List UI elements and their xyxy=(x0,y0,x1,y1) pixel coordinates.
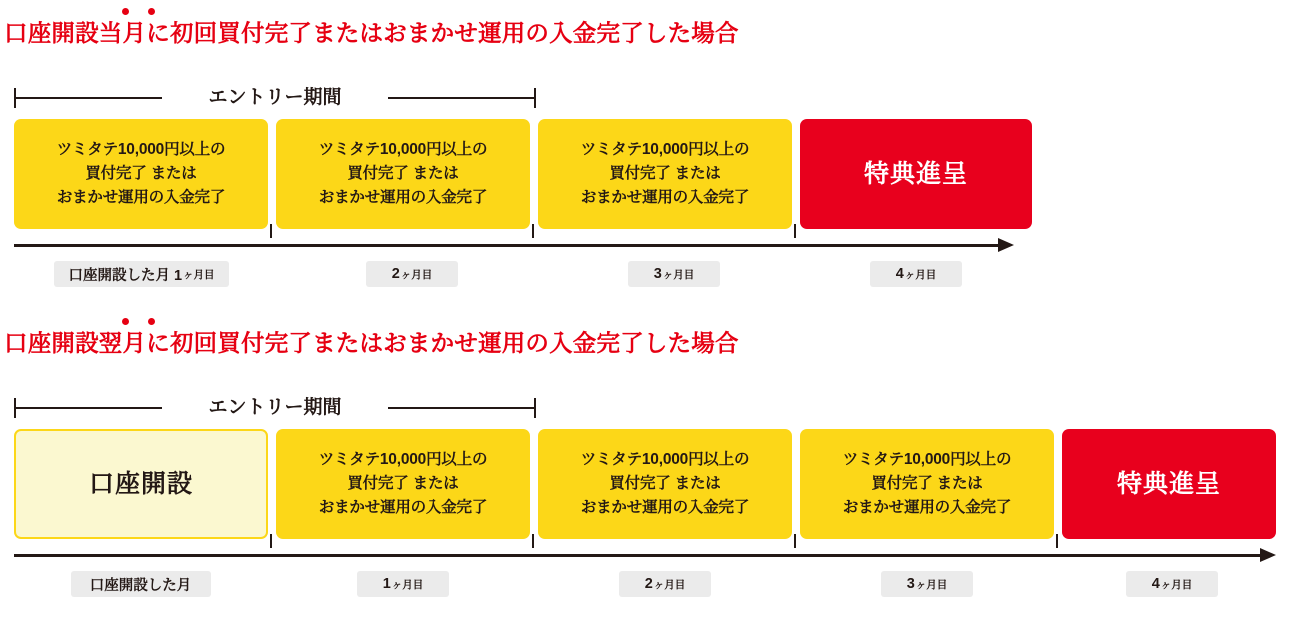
month-chip xyxy=(881,571,973,597)
entry-period-label: エントリー期間 xyxy=(162,394,388,422)
month-chip-main: 2 xyxy=(644,576,653,592)
month-chip-main: 4 xyxy=(895,266,904,282)
month-chip-main: 1 xyxy=(382,576,391,592)
axis-tick xyxy=(270,224,272,238)
axis-tick xyxy=(532,534,534,548)
section-1-heading-text: 口座開設当月に初回買付完了またはおまかせ運用の入金完了した場合 xyxy=(4,20,739,46)
entry-period-cap-right xyxy=(534,398,536,418)
month-chip xyxy=(870,261,962,287)
timeline-box-reward xyxy=(800,119,1032,229)
month-chip-sub: ヶ月目 xyxy=(915,578,948,591)
section-1-heading xyxy=(0,0,1293,44)
axis-tick xyxy=(270,534,272,548)
axis-arrow-icon xyxy=(1260,548,1276,562)
timeline-box-text: ツミタテ10,000円以上の 買付完了 または おまかせ運用の入金完了 xyxy=(56,140,226,206)
month-chip xyxy=(366,261,458,287)
section-1-timeline-boxes xyxy=(14,119,1032,229)
timeline-box xyxy=(538,119,792,229)
section-2-timeline-boxes xyxy=(14,429,1276,539)
month-chip xyxy=(54,261,229,287)
timeline-box-text: 特典進呈 xyxy=(1116,469,1221,498)
timeline-box-text: ツミタテ10,000円以上の 買付完了 または おまかせ運用の入金完了 xyxy=(318,450,488,516)
timeline-box-account-open xyxy=(14,429,268,539)
month-chip-sub: ヶ月目 xyxy=(904,268,937,281)
section-2-heading xyxy=(0,310,1293,354)
month-chip xyxy=(1126,571,1218,597)
section-2-heading-text: 口座開設翌月に初回買付完了またはおまかせ運用の入金完了した場合 xyxy=(4,330,739,356)
entry-period-cap-left xyxy=(14,398,16,418)
month-chip-main: 2 xyxy=(391,266,400,282)
month-chip xyxy=(619,571,711,597)
timeline-box xyxy=(538,429,792,539)
axis-tick xyxy=(1056,534,1058,548)
entry-period-cap-right xyxy=(534,88,536,108)
month-chip-sub: ヶ月目 xyxy=(391,578,424,591)
axis-tick xyxy=(794,224,796,238)
month-chip-main: 口座開設した月 xyxy=(89,577,192,594)
month-chip-sub: ヶ月目 xyxy=(653,578,686,591)
entry-period-cap-left xyxy=(14,88,16,108)
timeline-box-text: ツミタテ10,000円以上の 買付完了 または おまかせ運用の入金完了 xyxy=(580,140,750,206)
section-2-entry-period-bracket xyxy=(14,394,536,422)
month-chip-sub: ヶ月目 xyxy=(400,268,433,281)
month-chip-main: 口座開設した月 1 xyxy=(68,267,183,284)
timeline-box-text: 口座開設 xyxy=(88,469,193,498)
section-2-month-labels xyxy=(14,571,1276,597)
axis-arrow-icon xyxy=(998,238,1014,252)
month-chip-sub: ヶ月目 xyxy=(1160,578,1193,591)
timeline-box-text: 特典進呈 xyxy=(863,159,968,188)
timeline-box-text: ツミタテ10,000円以上の 買付完了 または おまかせ運用の入金完了 xyxy=(318,140,488,206)
month-chip-main: 3 xyxy=(653,266,662,282)
timeline-box xyxy=(14,119,268,229)
month-chip-sub: ヶ月目 xyxy=(662,268,695,281)
timeline-box xyxy=(276,429,530,539)
section-1-axis xyxy=(14,238,1014,252)
section-open-next-month xyxy=(0,310,1293,594)
timeline-box-text: ツミタテ10,000円以上の 買付完了 または おまかせ運用の入金完了 xyxy=(580,450,750,516)
axis-line xyxy=(14,554,1262,557)
timeline-box-text: ツミタテ10,000円以上の 買付完了 または おまかせ運用の入金完了 xyxy=(842,450,1012,516)
month-chip xyxy=(357,571,449,597)
month-chip xyxy=(628,261,720,287)
month-chip-main: 3 xyxy=(906,576,915,592)
timeline-box xyxy=(800,429,1054,539)
timeline-box-reward xyxy=(1062,429,1276,539)
axis-line xyxy=(14,244,1000,247)
section-1-entry-period-bracket xyxy=(14,84,536,112)
axis-tick xyxy=(794,534,796,548)
section-open-same-month xyxy=(0,0,1293,284)
month-chip-sub: ヶ月目 xyxy=(183,268,215,281)
axis-tick xyxy=(532,224,534,238)
entry-period-label: エントリー期間 xyxy=(162,84,388,112)
section-1-month-labels xyxy=(14,261,1032,287)
month-chip-main: 4 xyxy=(1151,576,1160,592)
section-2-axis xyxy=(14,548,1276,562)
timeline-box xyxy=(276,119,530,229)
month-chip xyxy=(71,571,211,597)
